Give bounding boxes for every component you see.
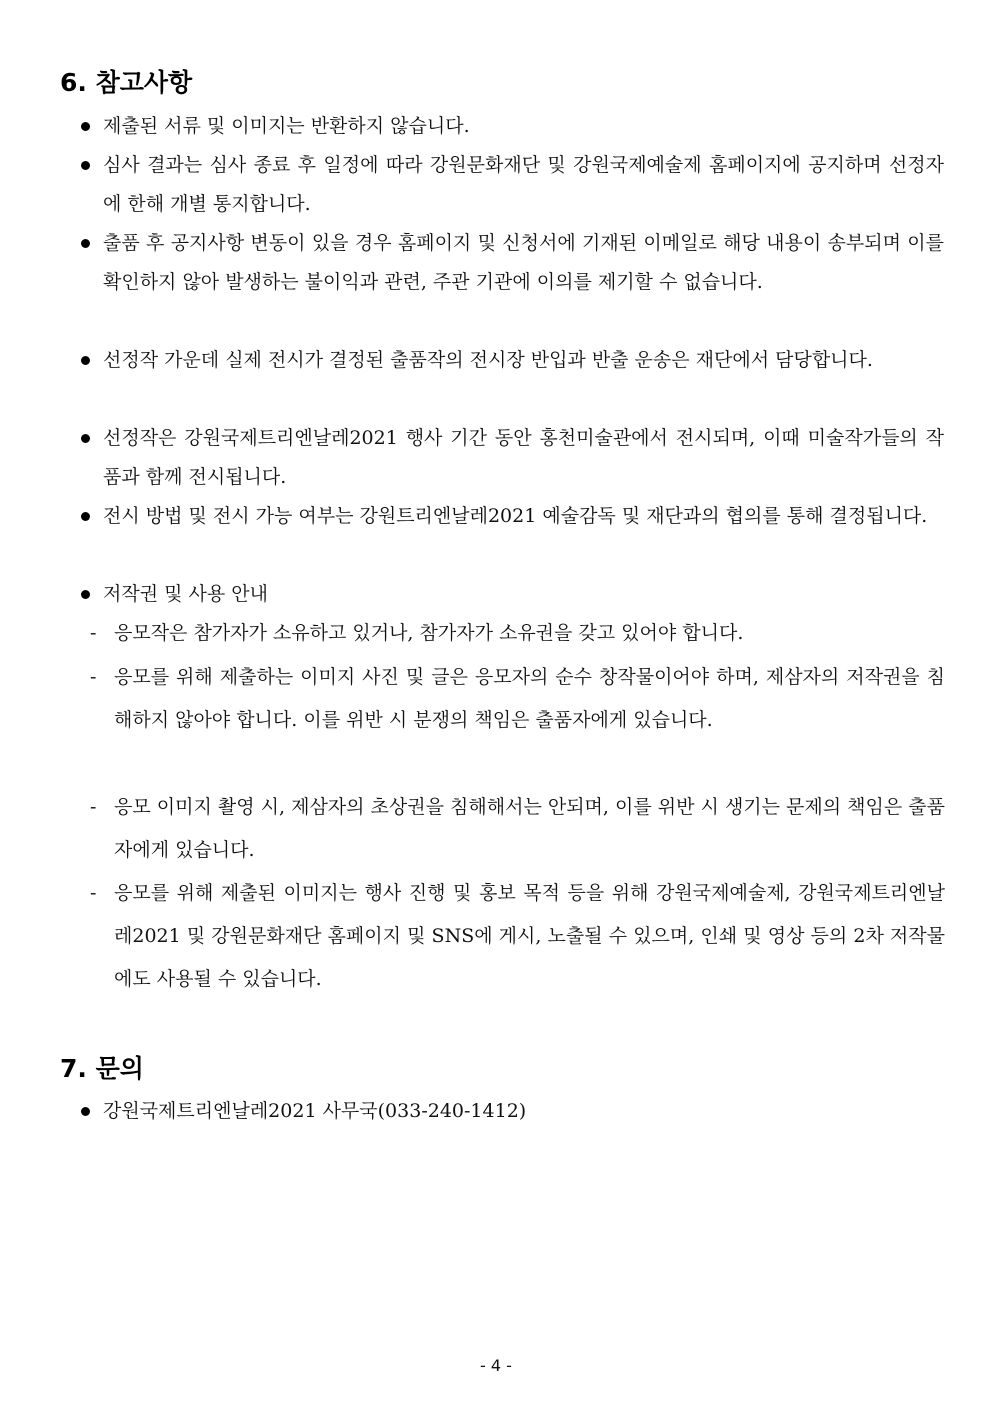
dash-icon: - [90, 622, 97, 644]
list-item [78, 224, 944, 302]
dash-icon: - [90, 796, 97, 818]
list-item-text: 선정작 가운데 실제 전시가 결정된 출품작의 전시장 반입과 반출 운송은 재단에서 담당합니다. [103, 349, 873, 371]
list-item-text: 제출된 서류 및 이미지는 반환하지 않습니다. [103, 115, 470, 137]
bullet-icon [81, 434, 90, 443]
list-item-text: 출품 후 공지사항 변동이 있을 경우 홈페이지 및 신청서에 기재된 이메일로 해당 내용이 송부되며 이를 확인하지 않아 발생하는 불이익과 관련, 주관 기관에 이의를 제기할 수 없습니다. [103, 232, 944, 293]
list-item-text: 저작권 및 사용 안내 [103, 583, 268, 605]
list-item [78, 497, 944, 536]
bullet-icon [81, 239, 90, 248]
copyright-item-text: 응모를 위해 제출된 이미지는 행사 진행 및 홍보 목적 등을 위해 강원국제예술제, 강원국제트리엔날레2021 및 강원문화재단 홈페이지 및 SNS에 게시, 노출될 수 있으며, 인쇄 및 영상 등의 2차 저작물에도 사용될 수 있습니다. [114, 882, 945, 990]
section-7-heading: 7. 문의 [60, 1054, 144, 1083]
page-number: - 4 - [480, 1356, 512, 1375]
list-item-text: 심사 결과는 심사 종료 후 일정에 따라 강원문화재단 및 강원국제예술제 홈페이지에 공지하며 선정자에 한해 개별 통지합니다. [103, 154, 944, 215]
list-item [78, 107, 944, 146]
list-item [78, 1092, 944, 1131]
section-6-heading: 6. 참고사항 [60, 68, 193, 97]
copyright-item-text: 응모를 위해 제출하는 이미지 사진 및 글은 응모자의 순수 창작물이어야 하며, 제삼자의 저작권을 침해하지 않아야 합니다. 이를 위반 시 분쟁의 책임은 출품자에게 있습니다. [114, 666, 945, 731]
copyright-item [90, 872, 945, 1001]
bullet-icon [81, 122, 90, 131]
copyright-item [90, 786, 945, 872]
copyright-item-text: 응모 이미지 촬영 시, 제삼자의 초상권을 침해해서는 안되며, 이를 위반 시 생기는 문제의 책임은 출품자에게 있습니다. [114, 796, 945, 861]
dash-icon: - [90, 882, 97, 904]
list-item-text: 선정작은 강원국제트리엔날레2021 행사 기간 동안 홍천미술관에서 전시되며, 이때 미술작가들의 작품과 함께 전시됩니다. [103, 427, 944, 488]
bullet-icon [81, 590, 90, 599]
copyright-item [90, 612, 945, 655]
copyright-item-text: 응모작은 참가자가 소유하고 있거나, 참가자가 소유권을 갖고 있어야 합니다. [114, 622, 744, 644]
list-item-text: 강원국제트리엔날레2021 사무국(033-240-1412) [103, 1100, 527, 1122]
list-item-text: 전시 방법 및 전시 가능 여부는 강원트리엔날레2021 예술감독 및 재단과의 협의를 통해 결정됩니다. [103, 505, 928, 527]
list-item [78, 341, 944, 380]
bullet-icon [81, 356, 90, 365]
list-item [78, 575, 944, 614]
list-item [78, 146, 944, 224]
bullet-icon [81, 512, 90, 521]
bullet-icon [81, 1107, 90, 1116]
list-item [78, 419, 944, 497]
copyright-item [90, 656, 945, 742]
bullet-icon [81, 161, 90, 170]
dash-icon: - [90, 666, 97, 688]
